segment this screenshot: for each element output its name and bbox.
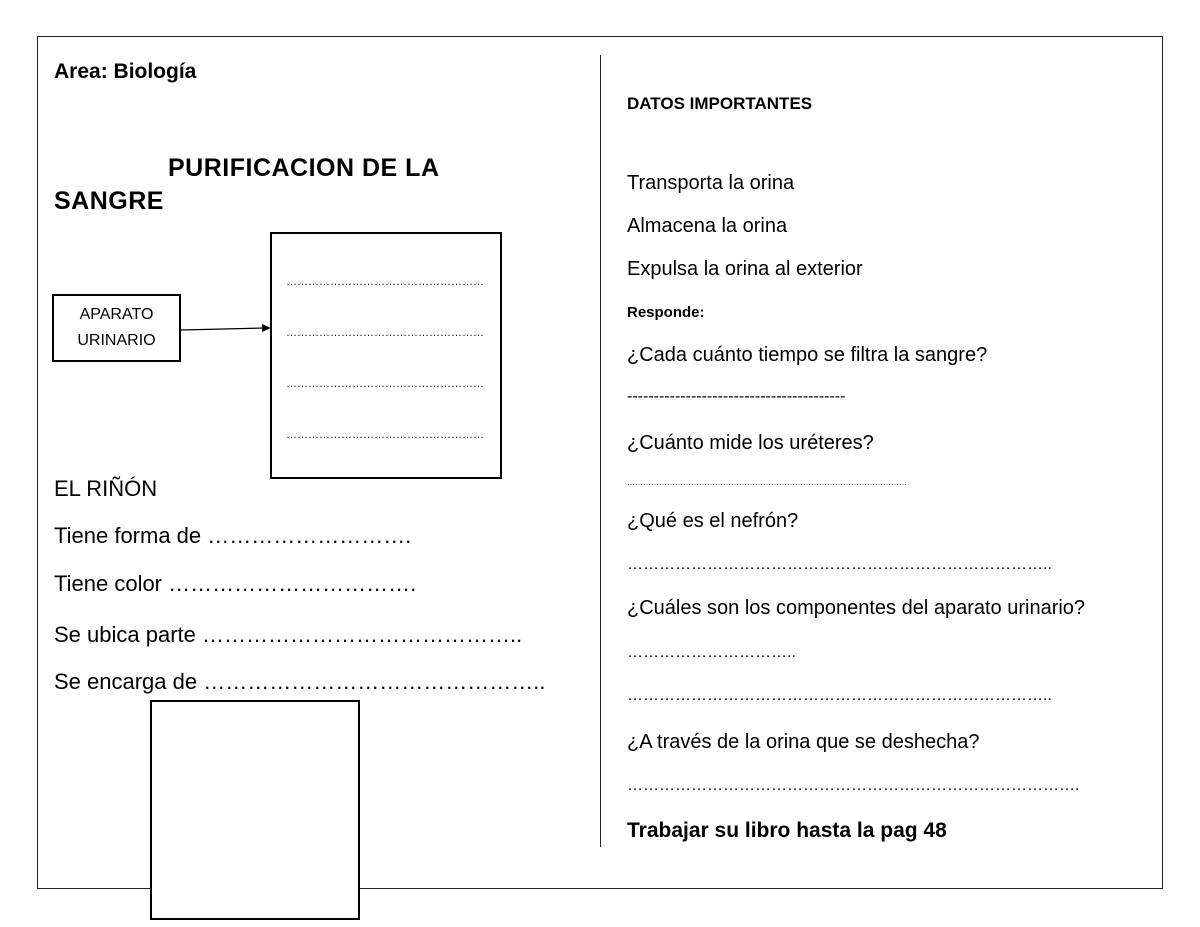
drawing-box — [150, 700, 360, 920]
title-line-2: SANGRE — [54, 187, 164, 215]
fact-1: Transporta la orina — [627, 172, 795, 194]
fact-2: Almacena la orina — [627, 215, 788, 237]
rinon-color: Tiene color ……………………………. — [54, 571, 417, 596]
answer-line-4a: ………………………….. — [627, 644, 796, 661]
question-1: ¿Cada cuánto tiempo se filtra la sangre? — [627, 344, 988, 366]
title-line-1: PURIFICACION DE LA — [168, 154, 440, 182]
question-4: ¿Cuáles son los componentes del aparato urinario? — [627, 597, 1086, 619]
answer-line-5: …………………………………………………………………………. — [627, 777, 1080, 794]
aparato-urinario-box: APARATO URINARIO — [52, 294, 181, 362]
rinon-ubica: Se ubica parte …………………………………….. — [54, 622, 523, 647]
footer-note: Trabajar su libro hasta la pag 48 — [627, 819, 947, 842]
list-dot-line-2: ……………………………………………… — [286, 327, 484, 339]
answer-line-4b: …………………………………………………………………….. — [627, 687, 1052, 704]
answer-list-box — [270, 232, 502, 479]
answer-line-3: …………………………………………………………………….. — [627, 556, 1052, 573]
question-5: ¿A través de la orina que se deshecha? — [627, 731, 980, 753]
list-dot-line-4: ……………………………………………… — [286, 429, 484, 441]
page-title — [54, 152, 524, 218]
list-dot-line-1: ……………………………………………… — [286, 276, 484, 288]
area-label: Area: Biología — [54, 60, 197, 83]
rinon-forma: Tiene forma de ………………………. — [54, 523, 412, 548]
question-3: ¿Qué es el nefrón? — [627, 510, 799, 532]
datos-heading: DATOS IMPORTANTES — [627, 94, 813, 113]
rinon-heading: EL RIÑÓN — [54, 476, 158, 501]
column-divider — [600, 55, 601, 847]
question-2: ¿Cuánto mide los uréteres? — [627, 432, 874, 454]
answer-line-2: …………………………………………………………………………………………… — [627, 478, 907, 487]
fact-3: Expulsa la orina al exterior — [627, 258, 863, 280]
answer-line-1: ----------------------------------------- — [627, 388, 846, 405]
rinon-encarga: Se encarga de ……………………………………….. — [54, 669, 546, 694]
arrow-icon — [180, 318, 274, 342]
list-dot-line-3: ……………………………………………… — [286, 378, 484, 390]
responde-label: Responde: — [627, 304, 705, 321]
